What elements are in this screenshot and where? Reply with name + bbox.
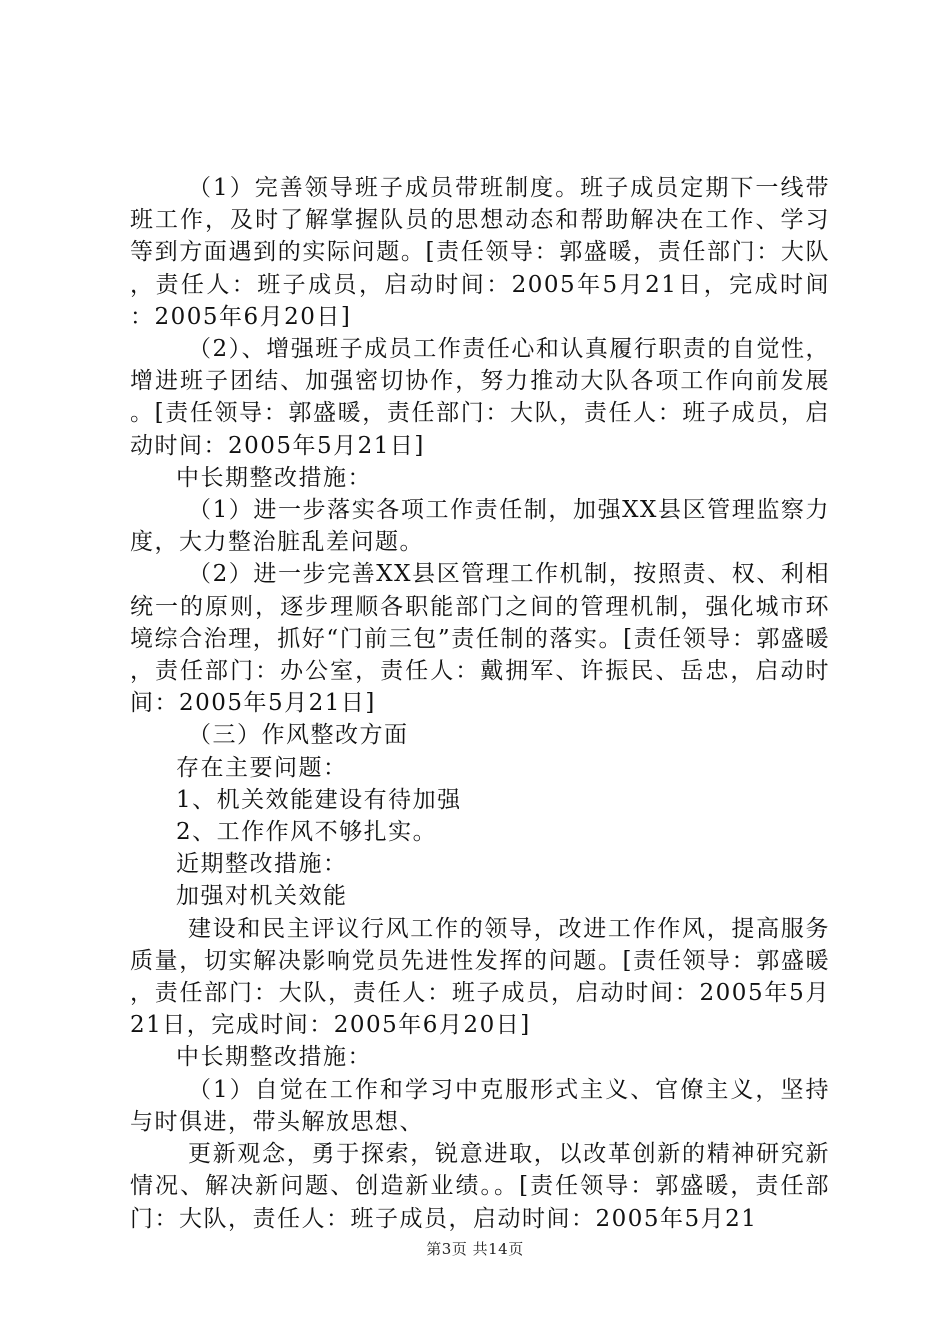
section-heading: 中长期整改措施： xyxy=(176,464,372,491)
paragraph: （2）进一步完善XX县区管理工作机制，按照责、权、利相统一的原则，逐步理顺各职能部门之间的管理机制，强化城市环境综合治理，抓好“门前三包”责任制的落实。[责任领导：郭盛暖，责任部门：办公室，责任人：戴拥军、许振民、岳忠，启动时间：2005年5月21日] xyxy=(130,561,830,717)
paragraph: 更新观念，勇于探索，锐意进取，以改革创新的精神研究新情况、解决新问题、创造新业绩。。[责任领导：郭盛暖，责任部门：大队，责任人：班子成员，启动时间：2005年5月21 xyxy=(130,1141,830,1232)
paragraph: （2）、增强班子成员工作责任心和认真履行职责的自觉性，增进班子团结、加强密切协作，努力推动大队各项工作向前发展。[责任领导：郭盛暖，责任部门：大队，责任人：班子成员，启动时间：2005年5月21日] xyxy=(130,336,830,459)
paragraph: 建设和民主评议行风工作的领导，改进工作作风，提高服务质量，切实解决影响党员先进性发挥的问题。[责任领导：郭盛暖，责任部门：大队，责任人：班子成员，启动时间：2005年5月21日，完成时间：2005年6月20日] xyxy=(130,915,830,1039)
section-heading: 近期整改措施： xyxy=(176,851,348,878)
paragraph: （1）完善领导班子成员带班制度。班子成员定期下一线带班工作，及时了解掌握队员的思想动态和帮助解决在工作、学习等到方面遇到的实际问题。[责任领导：郭盛暖，责任部门：大队，责任人：班子成员，启动时间：2005年5月21日，完成时间：2005年6月20日] xyxy=(130,175,830,330)
document-body xyxy=(130,172,830,1235)
paragraph: 加强对机关效能 xyxy=(176,883,348,910)
page-number: 第3页 共14页 xyxy=(426,1240,524,1258)
page-footer xyxy=(0,1239,950,1259)
section-heading: （三）作风整改方面 xyxy=(188,722,409,749)
section-heading: 中长期整改措施： xyxy=(176,1044,372,1071)
section-heading: 存在主要问题： xyxy=(176,754,348,781)
paragraph: （1）进一步落实各项工作责任制，加强XX县区管理监察力度，大力整治脏乱差问题。 xyxy=(130,497,830,556)
list-item: 2、工作作风不够扎实。 xyxy=(176,819,438,846)
list-item: 1、机关效能建设有待加强 xyxy=(176,786,462,813)
paragraph: （1）自觉在工作和学习中克服形式主义、官僚主义，坚持与时俱进，带头解放思想、 xyxy=(130,1076,830,1135)
